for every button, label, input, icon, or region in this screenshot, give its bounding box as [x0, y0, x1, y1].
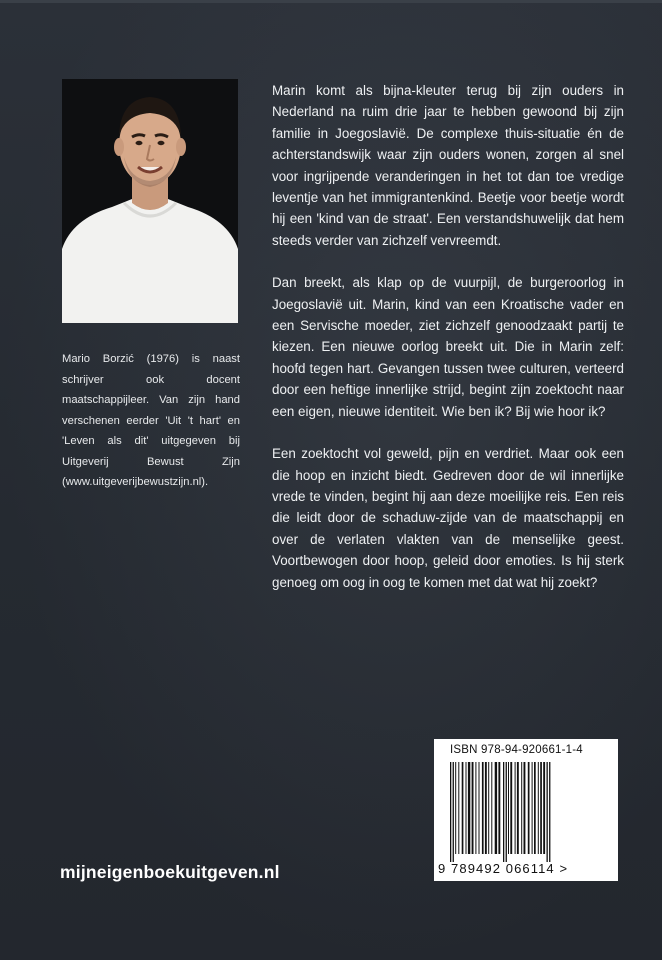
barcode-bar: [450, 762, 451, 862]
author-photo: [62, 79, 238, 323]
barcode-bar: [515, 762, 516, 854]
barcode-bar: [521, 762, 522, 854]
barcode-bar: [508, 762, 509, 854]
blurb-paragraph-2: Dan breekt, als klap op de vuurpijl, de burgeroorlog in Joegoslavië uit. Marin, kind van een Kroatische vader en een Servische moeder, ziet zichzelf genoodzaakt partij te kiezen. Een nieuwe oorlog breekt uit. Die in Marin zelf: hoofd tegen hart. Gevangen tussen twee culturen, verteerd door een heftige innerlijke strijd, begint zijn zoektocht naar een eigen, nieuwe identiteit. Wie ben ik? Bij wie hoor ik?: [272, 275, 624, 419]
isbn-barcode: [434, 739, 618, 881]
publisher-url: mijneigenboekuitgeven.nl: [60, 862, 280, 882]
author-portrait-illustration: [62, 79, 238, 323]
barcode-bar: [498, 762, 500, 854]
barcode-digits: 9 789492 066114 >: [438, 861, 569, 876]
barcode-bars-graphic: [450, 762, 602, 862]
barcode-bar: [549, 762, 550, 862]
barcode-bar: [532, 762, 533, 854]
barcode-bar: [479, 762, 480, 854]
book-blurb: [272, 80, 624, 614]
barcode-bar: [485, 762, 487, 854]
blurb-paragraph-3: Een zoektocht vol geweld, pijn en verdriet. Maar ook een die hoop en inzicht biedt. Gedreven door de wil innerlijke vrede te vinden, begint hij aan deze moeilijke reis. Een reis die leidt door de schaduw-zijde van de maatschappij en over de verlaten vlakten van de menselijke geest. Voortbewogen door hoop, geleid door emoties. Is hij sterk genoeg om oog in oog te komen met dat wat hij zoekt?: [272, 446, 624, 590]
barcode-bar: [462, 762, 464, 854]
barcode-bar: [534, 762, 536, 854]
barcode-bar: [472, 762, 474, 854]
barcode-bar: [543, 762, 545, 854]
barcode-bar: [458, 762, 459, 854]
barcode-bar: [491, 762, 492, 854]
barcode-bar: [453, 762, 454, 862]
barcode-bar: [524, 762, 526, 854]
barcode-bar: [466, 762, 467, 854]
barcode-bar: [506, 762, 507, 862]
barcode-bar: [517, 762, 519, 854]
barcode-bar: [528, 762, 530, 854]
barcode-bar: [468, 762, 470, 854]
barcode-bar: [488, 762, 489, 854]
barcode-bar: [547, 762, 548, 862]
author-bio: Mario Borzić (1976) is naast schrijver ook docent maatschappijleer. Van zijn hand verschenen eerder 'Uit 't hart' en 'Leven als dit' uitgegeven bij Uitgeverij Bewust Zijn (www.uitgeverijbewustzijn.nl).: [62, 353, 240, 488]
barcode-bar: [475, 762, 476, 854]
barcode-bar: [482, 762, 484, 854]
barcode-bar: [510, 762, 512, 854]
barcode-bar: [495, 762, 497, 854]
barcode-bar: [540, 762, 542, 854]
isbn-label: ISBN 978-94-920661-1-4: [450, 744, 583, 756]
barcode-bar: [503, 762, 504, 862]
blurb-paragraph-1: Marin komt als bijna-kleuter terug bij zijn ouders in Nederland na ruim drie jaar te hebben gewoond bij zijn familie in Joegoslavië. De complexe thuis-situatie én de achterstandswijk waar zijn ouders wonen, zorgen al snel voor ingrijpende veranderingen in het tot dan toe vredige leventje van het immigrantenkind. Beetje voor beetje wordt hij een 'kind van de straat'. Een verstandshuwelijk dat hem steeds verder van zichzelf vervreemdt.: [272, 83, 624, 248]
barcode-bar: [455, 762, 456, 854]
top-edge-strip: [0, 0, 662, 3]
barcode-bar: [538, 762, 539, 854]
